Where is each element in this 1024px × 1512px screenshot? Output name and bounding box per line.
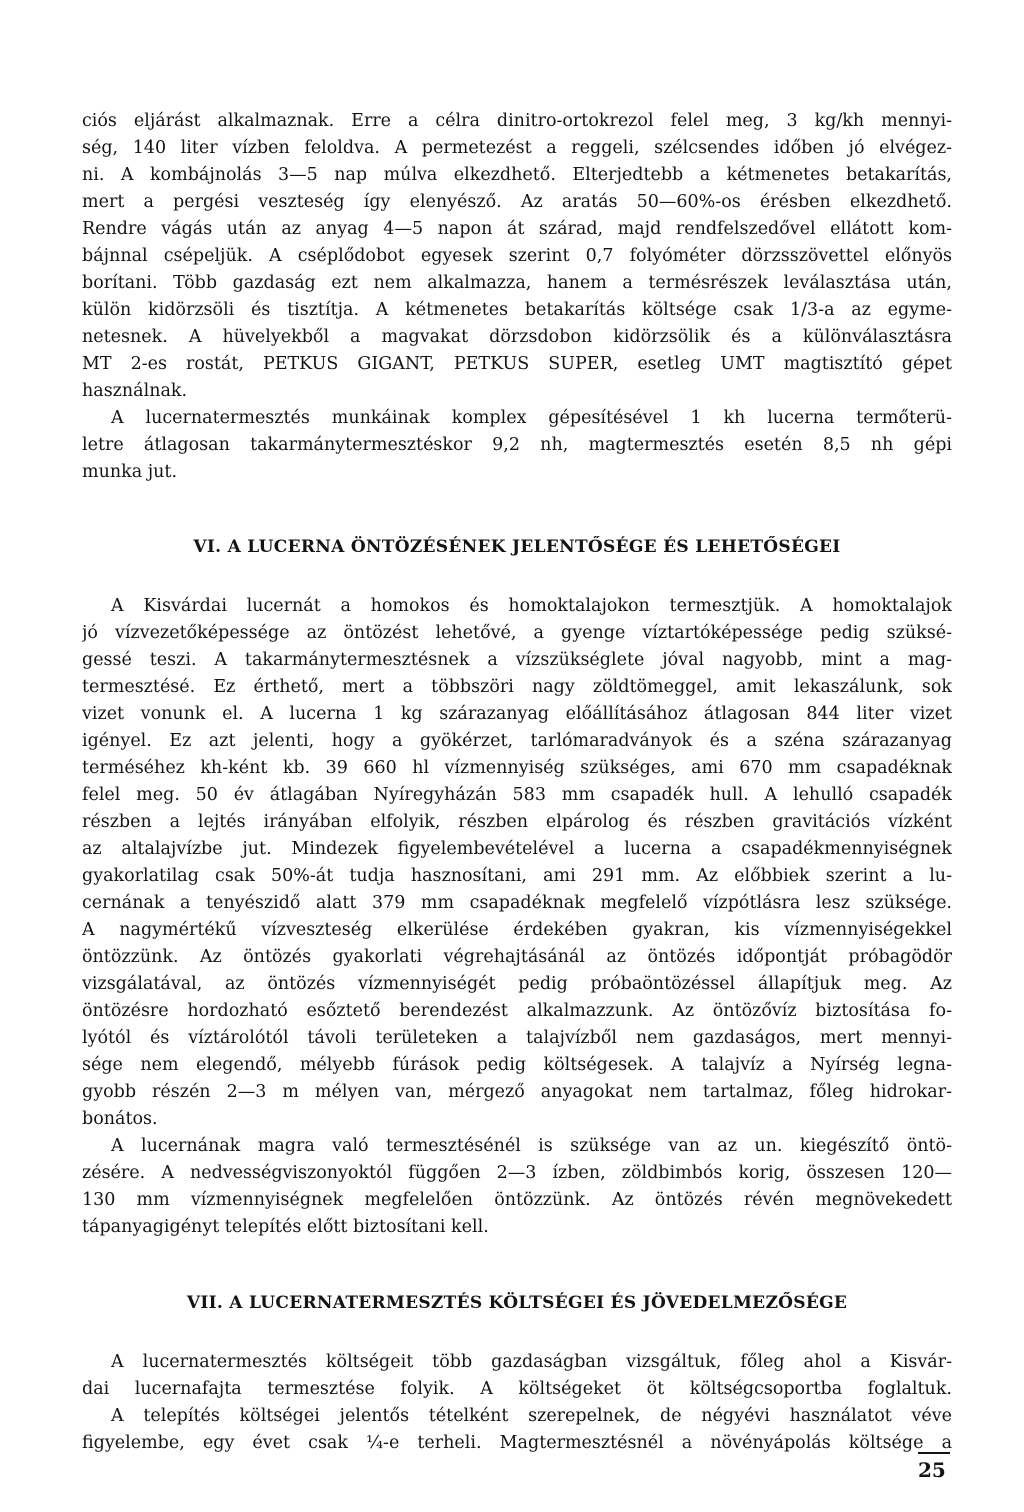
text-line: letre átlagosan takarmánytermesztéskor 9,2 nh, magtermesztés esetén 8,5 nh gépi — [82, 435, 952, 455]
text-line: ni. A kombájnolás 3—5 nap múlva elkezdhető. Elterjedtebb a kétmenetes betakarítás, — [82, 165, 952, 185]
text-line: ség, 140 liter vízben feloldva. A permetezést a reggeli, szélcsendes időben jó elvégez- — [82, 138, 952, 158]
text-line: részben a lejtés irányában elfolyik, részben elpárolog és részben gravitációs vízként — [82, 812, 952, 832]
text-line: cernának a tenyészidő alatt 379 mm csapadéknak megfelelő vízpótlásra lesz szüksége. — [82, 893, 952, 913]
text-line: jó vízvezetőképessége az öntözést lehetővé, a gyenge víztartóképessége pedig szüksé- — [82, 623, 952, 643]
text-line: ciós eljárást alkalmaznak. Erre a célra dinitro-ortokrezol felel meg, 3 kg/kh mennyi- — [82, 111, 952, 131]
text-line: gyakorlatilag csak 50%-át tudja hasznosítani, ami 291 mm. Az előbbiek szerint a lu- — [82, 866, 952, 886]
text-line: zésére. A nedvességviszonyoktól függően 2—3 ízben, zöldbimbós korig, összesen 120— — [82, 1163, 952, 1183]
text-line: borítani. Több gazdaság ezt nem alkalmazza, hanem a termésrészek leválasztása után, — [82, 273, 952, 293]
text-line: Rendre vágás után az anyag 4—5 napon át szárad, majd rendfelszedővel ellátott kom- — [82, 219, 952, 239]
text-line: használnak. — [82, 381, 188, 401]
text-line: netesnek. A hüvelyekből a magvakat dörzsdobon kidörzsölik és a különválasztásra — [82, 327, 952, 347]
text-line: az altalajvízbe jut. Mindezek figyelembevételével a lucerna a csapadékmennyiségnek — [82, 839, 952, 859]
text-line: gessé teszi. A takarmánytermesztésnek a vízszükséglete jóval nagyobb, mint a mag- — [82, 650, 952, 670]
text-line: 130 mm vízmennyiségnek megfelelően öntözzünk. Az öntözés révén megnövekedett — [82, 1190, 952, 1210]
text-line: bonátos. — [82, 1109, 158, 1129]
text-line: A lucernatermesztés költségeit több gazdaságban vizsgáltuk, főleg ahol a Kisvár- — [111, 1352, 952, 1372]
text-line: termesztésé. Ez érthető, mert a többszöri nagy zöldtömeggel, amit lekaszálunk, sok — [82, 677, 952, 697]
section-heading: VII. A LUCERNATERMESZTÉS KÖLTSÉGEI ÉS JÖVEDELMEZŐSÉGE — [186, 1293, 848, 1313]
text-line: felel meg. 50 év átlagában Nyíregyházán 583 mm csapadék hull. A lehulló csapadék — [82, 785, 952, 805]
text-line: A telepítés költségei jelentős tételként szerepelnek, de négyévi használatot véve — [111, 1406, 952, 1426]
text-line: A nagymértékű vízveszteség elkerülése érdekében gyakran, kis vízmennyiségekkel — [82, 920, 952, 940]
text-line: tápanyagigényt telepítés előtt biztosítani kell. — [82, 1217, 489, 1237]
text-line: sége nem elegendő, mélyebb fúrások pedig költségesek. A talajvíz a Nyírség legna- — [82, 1055, 952, 1075]
text-line: öntözzünk. Az öntözés gyakorlati végrehajtásánál az öntözés időpontját próbagödör — [82, 947, 952, 967]
text-line: lyótól és víztárolótól távoli területeken a talajvízből nem gazdaságos, mert mennyi- — [82, 1028, 952, 1048]
text-line: mert a pergési veszteség így elenyésző. Az aratás 50—60%-os érésben elkezdhető. — [82, 192, 952, 212]
text-line: dai lucernafajta termesztése folyik. A költségeket öt költségcsoportba foglaltuk. — [82, 1379, 952, 1399]
text-line: gyobb részén 2—3 m mélyen van, mérgező anyagokat nem tartalmaz, főleg hidrokar- — [82, 1082, 952, 1102]
text-line: öntözésre hordozható esőztető berendezést alkalmazzunk. Az öntözővíz biztosítása fo- — [82, 1001, 952, 1021]
text-line: A lucernának magra való termesztésénél is szüksége van az un. kiegészítő öntö- — [111, 1136, 952, 1156]
text-line: bájnnal csépeljük. A cséplődobot egyesek szerint 0,7 folyóméter dörzsszövettel előnyös — [82, 246, 952, 266]
text-line: vizet vonunk el. A lucerna 1 kg szárazanyag előállításához átlagosan 844 liter vizet — [82, 704, 952, 724]
page-number-rule — [918, 1452, 950, 1454]
text-line: külön kidörzsöli és tisztítja. A kétmenetes betakarítás költsége csak 1/3-a az egyme- — [82, 300, 952, 320]
page-number: 25 — [918, 1458, 946, 1482]
text-line: igényel. Ez azt jelenti, hogy a gyökérzet, tarlómaradványok és a széna szárazanyag — [82, 731, 952, 751]
section-heading: VI. A LUCERNA ÖNTÖZÉSÉNEK JELENTŐSÉGE ÉS LEHETŐSÉGEI — [193, 537, 841, 557]
text-line: munka jut. — [82, 462, 178, 482]
text-line: MT 2-es rostát, PETKUS GIGANT, PETKUS SUPER, esetleg UMT magtisztító gépet — [82, 354, 952, 374]
text-line: terméséhez kh-ként kb. 39 660 hl vízmennyiség szükséges, ami 670 mm csapadéknak — [82, 758, 952, 778]
text-line: figyelembe, egy évet csak ¼-e terheli. Magtermesztésnél a növényápolás költsége a — [82, 1433, 952, 1453]
text-line: A Kisvárdai lucernát a homokos és homoktalajokon termesztjük. A homoktalajok — [111, 596, 952, 616]
text-line: A lucernatermesztés munkáinak komplex gépesítésével 1 kh lucerna termőterü- — [111, 408, 952, 428]
text-line: vizsgálatával, az öntözés vízmennyiségét pedig próbaöntözéssel állapítjuk meg. Az — [82, 974, 952, 994]
